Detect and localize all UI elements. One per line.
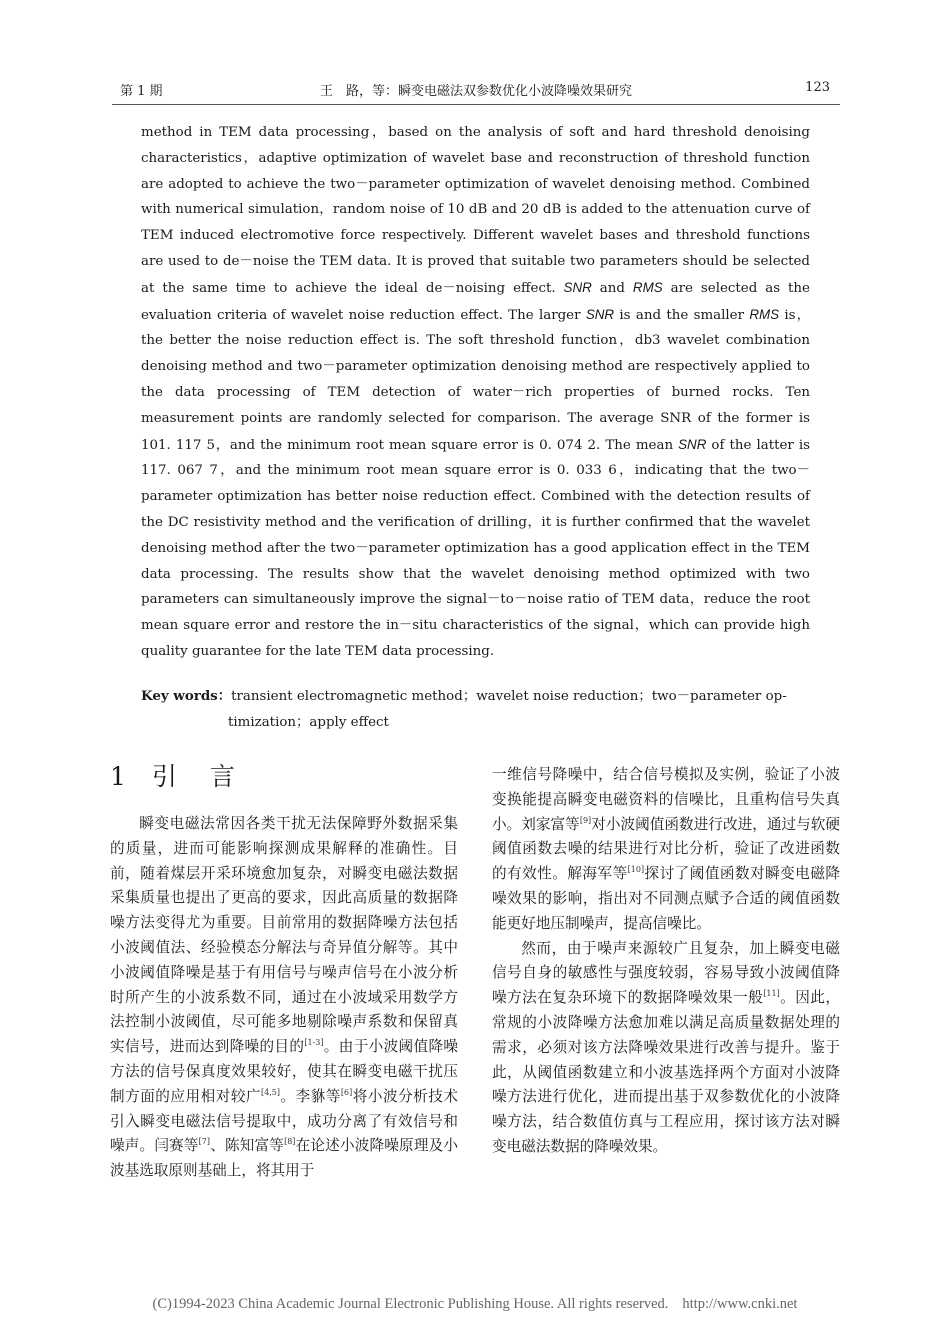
rms-term: RMS [632, 279, 663, 295]
citation: [6] [340, 1087, 353, 1097]
section-number: 1 [110, 762, 130, 791]
citation: [11] [763, 989, 780, 999]
copyright-footer [0, 1296, 950, 1313]
running-title: 王 路，等：瞬变电磁法双参数优化小波降噪效果研究 [319, 84, 632, 99]
intro-paragraph-2: 然而，由于噪声来源较广且复杂，加上瞬变电磁信号自身的敏感性与强度较弱，容易导致小波阈值降噪方法在复杂环境下的数据降噪效果一般[11]。因此，常规的小波降噪方法愈加难以满足高质量数据处理的需求，必须对该方法降噪效果进行改善与提升。鉴于此，从阈值函数建立和小波基选择两个方面对小波降噪方法进行优化，进而提出基于双参数优化的小波降噪方法，结合数值仿真与工程应用，探讨该方法对瞬变电磁法数据的降噪效果。 [492, 939, 840, 1155]
issue-number: 第 1 期 [120, 84, 163, 99]
intro-paragraph-1-continued: 一维信号降噪中，结合信号模拟及实例，验证了小波变换能提高瞬变电磁资料的信噪比，且重构信号失真小。刘家富等[9]对小波阈值函数进行改进，通过与软硬阈值函数去噪的结果进行对比分析，验证了改进函数的有效性。解海军等[10]探讨了阈值函数对瞬变电磁降噪效果的影响，指出对不同测点赋予合适的阈值函数能更好地压制噪声，提高信噪比。 [492, 766, 840, 932]
citation: [7] [198, 1137, 211, 1147]
keywords-line-1: transient electromagnetic method；wavelet noise reduction；two－parameter op- [231, 689, 787, 704]
keywords-label: Key words： [141, 688, 232, 704]
intro-paragraph-1: 瞬变电磁法常因各类干扰无法保障野外数据采集的质量，进而可能影响探测成果解释的准确性。目前，随着煤层开采环境愈加复杂，对瞬变电磁法数据采集质量也提出了更高的要求，因此高质量的数据降噪方法变得尤为重要。目前常用的数据降噪方法包括小波阈值法、经验模态分解法与奇异值分解等。其中小波阈值降噪是基于有用信号与噪声信号在小波分析时所产生的小波系数不同，通过在小波域采用数学方法控制小波阈值，尽可能多地剔除噪声系数和保留真实信号，进而达到降噪的目的[1-3]。由于小波阈值降噪方法的信号保真度效果较好，使其在瞬变电磁干扰压制方面的应用相对较广[4,5]。李貅等[6]将小波分析技术引入瞬变电磁法信号提取中，成功分离了有效信号和噪声。闫赛等[7]、陈知富等[8]在论述小波降噪原理及小波基选取原则基础上，将其用于 [110, 815, 458, 1180]
copyright-text: (C)1994-2023 China Academic Journal Electronic Publishing House. All rights reserved. [152, 1296, 669, 1312]
rms-term: RMS [749, 306, 780, 322]
keywords-line-2: timization；apply effect [228, 714, 389, 730]
cnki-url[interactable]: http://www.cnki.net [682, 1296, 798, 1312]
citation: [10] [627, 865, 645, 875]
citation: [4,5] [261, 1087, 280, 1097]
section-heading [110, 757, 239, 793]
snr-term: SNR [585, 306, 615, 322]
abstract-text: method in TEM data processing，based on the analysis of soft and hard threshold denoising characteristics，adaptive optimization of wavelet base and reconstruction of threshold function are adopted to achieve the two－parameter optimization of wavelet denoising method. Combined with numerical simulation，random noise of 10 dB and 20 dB is added to the attenuation curve of TEM induced electromotive force respectively. Different wavelet bases and threshold functions are used to de－noise the TEM data. It is proved that suitable two parameters should be selected at the same time to achieve the ideal de－noising effect. SNR and RMS are selected as the evaluation criteria of wavelet noise reduction effect. The larger SNR is and the smaller RMS is，the better the noise reduction effect is. The soft threshold function，db3 wavelet combination denoising method and two－parameter optimization denoising method are respectively applied to the data processing of TEM detection of water－rich properties of burned rocks. Ten measurement points are randomly selected for comparison. The average SNR of the former is 101. 117 5，and the minimum root mean square error is 0. 074 2. The mean SNR of the latter is 117. 067 7，and the minimum root mean square error is 0. 033 6，indicating that the two－parameter optimization has better noise reduction effect. Combined with the detection results of the DC resistivity method and the verification of drilling，it is further confirmed that the wavelet denoising method after the two－parameter optimization has a good application effect in the TEM data processing. The results show that the wavelet denoising method optimized with two parameters can simultaneously improve the signal－to－noise ratio of TEM data，reduce the root mean square error and restore the in－situ characteristics of the signal，which can provide high quality guarantee for the late TEM data processing. [141, 125, 810, 659]
snr-term: SNR [563, 279, 592, 295]
running-header [112, 78, 840, 105]
page-number: 123 [805, 80, 830, 95]
left-column [110, 812, 458, 1184]
keywords [141, 684, 813, 736]
snr-term: SNR [678, 436, 707, 452]
right-column [492, 763, 840, 1160]
section-title: 引 言 [151, 762, 239, 791]
citation: [9] [579, 815, 592, 825]
citation: [8] [284, 1137, 296, 1147]
citation: [1-3] [304, 1038, 324, 1048]
